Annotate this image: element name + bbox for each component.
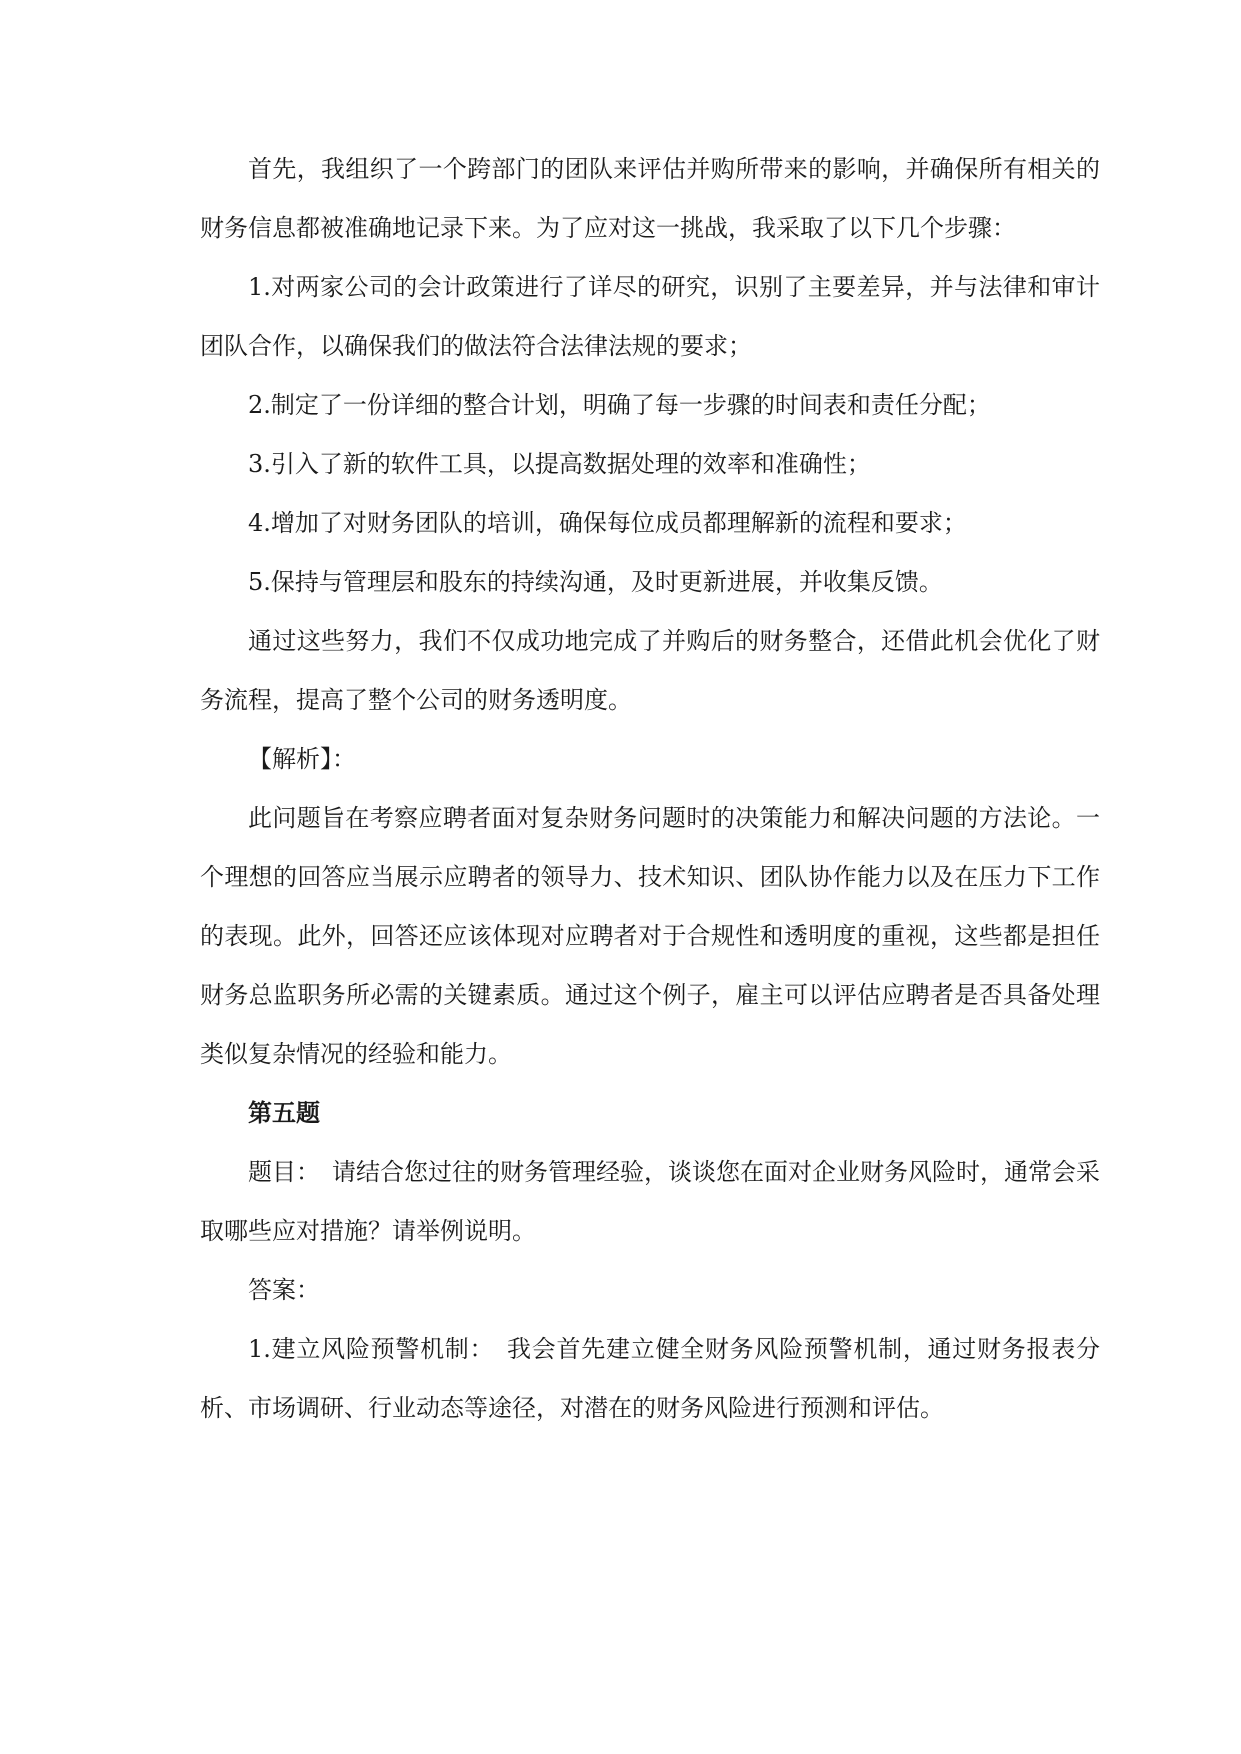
answer-label: 答案： [248, 1276, 320, 1304]
paragraph-step-5: 5.保持与管理层和股东的持续沟通，及时更新进展，并收集反馈。 [248, 568, 943, 596]
paragraph-analysis: 此问题旨在考察应聘者面对复杂财务问题时的决策能力和解决问题的方法论。一个理想的回答应当展示应聘者的领导力、技术知识、团队协作能力以及在压力下工作的表现。此外，回答还应该体现对应聘者对于合规性和透明度的重视，这些都是担任财务总监职务所必需的关键素质。通过这个例子，雇主可以评估应聘者是否具备处理类似复杂情况的经验和能力。 [200, 804, 1100, 1068]
paragraph-step-3: 3.引入了新的软件工具，以提高数据处理的效率和准确性； [248, 450, 871, 478]
section-heading: 第五题 [248, 1099, 320, 1127]
paragraph-answer-1: 1.建立风险预警机制： 我会首先建立健全财务风险预警机制，通过财务报表分析、市场调研、行业动态等途径，对潜在的财务风险进行预测和评估。 [200, 1335, 1100, 1422]
analysis-label: 【解析】： [248, 745, 356, 773]
paragraph-step-4: 4.增加了对财务团队的培训，确保每位成员都理解新的流程和要求； [248, 509, 967, 537]
paragraph-intro: 首先，我组织了一个跨部门的团队来评估并购所带来的影响，并确保所有相关的财务信息都被准确地记录下来。为了应对这一挑战，我采取了以下几个步骤： [200, 155, 1100, 242]
paragraph-conclusion: 通过这些努力，我们不仅成功地完成了并购后的财务整合，还借此机会优化了财务流程，提高了整个公司的财务透明度。 [200, 627, 1100, 714]
paragraph-question: 题目： 请结合您过往的财务管理经验，谈谈您在面对企业财务风险时，通常会采取哪些应对措施？请举例说明。 [200, 1158, 1100, 1245]
document-body [200, 140, 1100, 1438]
paragraph-step-2: 2.制定了一份详细的整合计划，明确了每一步骤的时间表和责任分配； [248, 391, 991, 419]
paragraph-step-1: 1.对两家公司的会计政策进行了详尽的研究，识别了主要差异，并与法律和审计团队合作，以确保我们的做法符合法律法规的要求； [200, 273, 1100, 360]
